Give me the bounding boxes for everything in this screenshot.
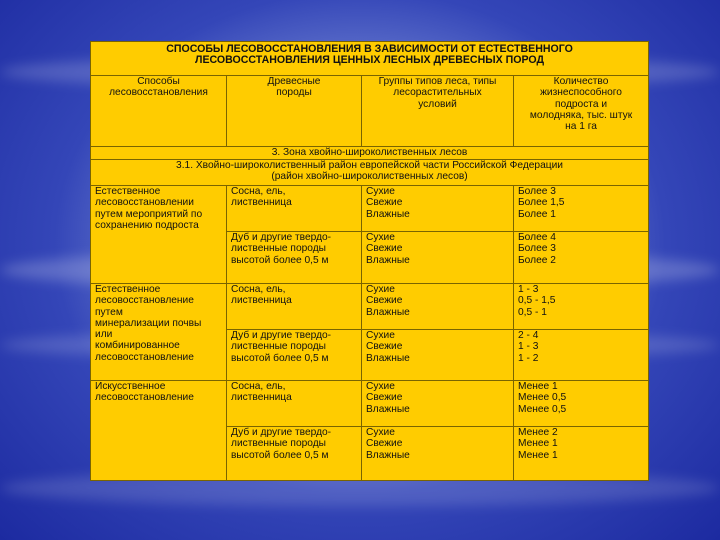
header-method: Способы лесовосстановления bbox=[91, 76, 227, 147]
header-species: Древесные породы bbox=[227, 76, 362, 147]
species-cell: Сосна, ель, лиственница bbox=[227, 284, 362, 330]
species-cell: Сосна, ель, лиственница bbox=[227, 186, 362, 232]
reforestation-table bbox=[90, 41, 649, 481]
species-cell: Дуб и другие твердо- лиственные породы высотой более 0,5 м bbox=[227, 427, 362, 481]
quantity-cell: Более 3 Более 1,5 Более 1 bbox=[514, 186, 649, 232]
quantity-cell: 2 - 4 1 - 3 1 - 2 bbox=[514, 330, 649, 381]
quantity-cell: Более 4 Более 3 Более 2 bbox=[514, 232, 649, 284]
species-cell: Дуб и другие твердо- лиственные породы высотой более 0,5 м bbox=[227, 232, 362, 284]
method-cell: Естественное лесовосстановление путем минерализации почвы или комбинированное лесовосстановление bbox=[91, 284, 227, 381]
species-cell: Дуб и другие твердо- лиственные породы высотой более 0,5 м bbox=[227, 330, 362, 381]
conditions-cell: Сухие Свежие Влажные bbox=[362, 186, 514, 232]
conditions-cell: Сухие Свежие Влажные bbox=[362, 427, 514, 481]
conditions-cell: Сухие Свежие Влажные bbox=[362, 232, 514, 284]
quantity-cell: Менее 1 Менее 0,5 Менее 0,5 bbox=[514, 381, 649, 427]
table-title: СПОСОБЫ ЛЕСОВОССТАНОВЛЕНИЯ В ЗАВИСИМОСТИ ОТ ЕСТЕСТВЕННОГО ЛЕСОВОССТАНОВЛЕНИЯ ЦЕННЫХ ЛЕСНЫХ ДРЕВЕСНЫХ ПОРОД bbox=[91, 42, 649, 76]
method-cell: Естественное лесовосстановлении путем мероприятий по сохранению подроста bbox=[91, 186, 227, 284]
conditions-cell: Сухие Свежие Влажные bbox=[362, 330, 514, 381]
conditions-cell: Сухие Свежие Влажные bbox=[362, 381, 514, 427]
quantity-cell: 1 - 3 0,5 - 1,5 0,5 - 1 bbox=[514, 284, 649, 330]
species-cell: Сосна, ель, лиственница bbox=[227, 381, 362, 427]
quantity-cell: Менее 2 Менее 1 Менее 1 bbox=[514, 427, 649, 481]
header-forest-groups: Группы типов леса, типы лесорастительных условий bbox=[362, 76, 514, 147]
method-cell: Искусственное лесовосстановление bbox=[91, 381, 227, 481]
region-label: 3.1. Хвойно-широколиственный район европейской части Российской Федерации (район хвойно-широколиственных лесов) bbox=[91, 160, 649, 186]
zone-label: 3. Зона хвойно-широколиственных лесов bbox=[91, 147, 649, 160]
header-quantity: Количество жизнеспособного подроста и молодняка, тыс. штук на 1 га bbox=[514, 76, 649, 147]
conditions-cell: Сухие Свежие Влажные bbox=[362, 284, 514, 330]
